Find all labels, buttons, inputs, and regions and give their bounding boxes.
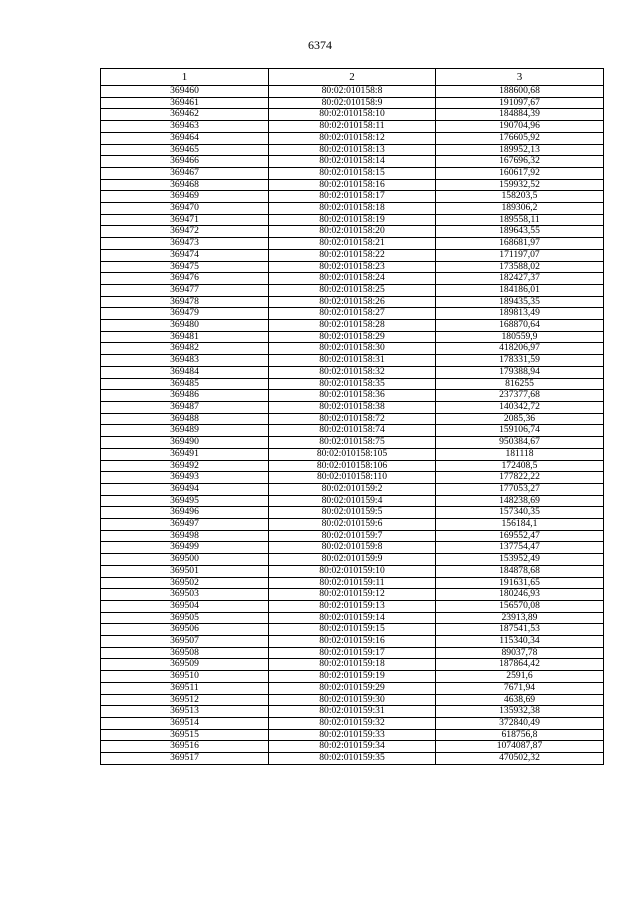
value-cell: 237377,68 bbox=[436, 390, 604, 402]
row-number-cell: 369493 bbox=[101, 472, 269, 484]
row-number-cell: 369506 bbox=[101, 624, 269, 636]
table-row bbox=[101, 355, 604, 367]
value-cell: 372840,49 bbox=[436, 717, 604, 729]
value-cell: 7671,94 bbox=[436, 682, 604, 694]
row-number-cell: 369471 bbox=[101, 214, 269, 226]
row-number-cell: 369497 bbox=[101, 519, 269, 531]
cadastral-number-cell: 80:02:010159:19 bbox=[269, 671, 436, 683]
cadastral-number-cell: 80:02:010158:105 bbox=[269, 448, 436, 460]
header-row bbox=[101, 69, 604, 86]
cadastral-number-cell: 80:02:010158:21 bbox=[269, 238, 436, 250]
cadastral-number-cell: 80:02:010159:17 bbox=[269, 647, 436, 659]
value-cell: 23913,89 bbox=[436, 612, 604, 624]
value-cell: 180246,93 bbox=[436, 589, 604, 601]
cadastral-number-cell: 80:02:010158:74 bbox=[269, 425, 436, 437]
row-number-cell: 369509 bbox=[101, 659, 269, 671]
cadastral-number-cell: 80:02:010158:13 bbox=[269, 144, 436, 156]
row-number-cell: 369472 bbox=[101, 226, 269, 238]
row-number-cell: 369477 bbox=[101, 284, 269, 296]
row-number-cell: 369460 bbox=[101, 86, 269, 98]
table-row bbox=[101, 542, 604, 554]
value-cell: 148238,69 bbox=[436, 495, 604, 507]
row-number-cell: 369491 bbox=[101, 448, 269, 460]
value-cell: 191097,67 bbox=[436, 97, 604, 109]
cadastral-number-cell: 80:02:010159:5 bbox=[269, 507, 436, 519]
table-row bbox=[101, 144, 604, 156]
table-row bbox=[101, 191, 604, 203]
cadastral-number-cell: 80:02:010158:18 bbox=[269, 203, 436, 215]
table-row bbox=[101, 238, 604, 250]
table-row bbox=[101, 284, 604, 296]
cadastral-number-cell: 80:02:010158:8 bbox=[269, 86, 436, 98]
cadastral-number-cell: 80:02:010158:36 bbox=[269, 390, 436, 402]
row-number-cell: 369486 bbox=[101, 390, 269, 402]
value-cell: 187541,53 bbox=[436, 624, 604, 636]
table-row bbox=[101, 378, 604, 390]
table-row bbox=[101, 600, 604, 612]
table-row bbox=[101, 647, 604, 659]
value-cell: 158203,5 bbox=[436, 191, 604, 203]
value-cell: 189435,35 bbox=[436, 296, 604, 308]
cadastral-number-cell: 80:02:010158:27 bbox=[269, 308, 436, 320]
table-row bbox=[101, 226, 604, 238]
table-row bbox=[101, 577, 604, 589]
row-number-cell: 369502 bbox=[101, 577, 269, 589]
cadastral-number-cell: 80:02:010158:9 bbox=[269, 97, 436, 109]
table-row bbox=[101, 167, 604, 179]
value-cell: 160617,92 bbox=[436, 167, 604, 179]
table-row bbox=[101, 156, 604, 168]
value-cell: 189306,2 bbox=[436, 203, 604, 215]
cadastral-number-cell: 80:02:010159:30 bbox=[269, 694, 436, 706]
table-row bbox=[101, 624, 604, 636]
row-number-cell: 369467 bbox=[101, 167, 269, 179]
value-cell: 189643,55 bbox=[436, 226, 604, 238]
table-row bbox=[101, 308, 604, 320]
row-number-cell: 369501 bbox=[101, 565, 269, 577]
cadastral-number-cell: 80:02:010158:12 bbox=[269, 132, 436, 144]
row-number-cell: 369488 bbox=[101, 413, 269, 425]
value-cell: 176605,92 bbox=[436, 132, 604, 144]
table-row bbox=[101, 729, 604, 741]
cadastral-number-cell: 80:02:010158:10 bbox=[269, 109, 436, 121]
value-cell: 159106,74 bbox=[436, 425, 604, 437]
value-cell: 181118 bbox=[436, 448, 604, 460]
row-number-cell: 369465 bbox=[101, 144, 269, 156]
table-row bbox=[101, 554, 604, 566]
row-number-cell: 369478 bbox=[101, 296, 269, 308]
value-cell: 156184,1 bbox=[436, 519, 604, 531]
row-number-cell: 369476 bbox=[101, 273, 269, 285]
row-number-cell: 369480 bbox=[101, 320, 269, 332]
cadastral-number-cell: 80:02:010158:29 bbox=[269, 331, 436, 343]
value-cell: 179388,94 bbox=[436, 366, 604, 378]
table-header bbox=[101, 69, 604, 86]
table-row bbox=[101, 717, 604, 729]
row-number-cell: 369503 bbox=[101, 589, 269, 601]
cadastral-number-cell: 80:02:010159:33 bbox=[269, 729, 436, 741]
cadastral-number-cell: 80:02:010159:10 bbox=[269, 565, 436, 577]
row-number-cell: 369482 bbox=[101, 343, 269, 355]
row-number-cell: 369463 bbox=[101, 121, 269, 133]
cadastral-number-cell: 80:02:010159:6 bbox=[269, 519, 436, 531]
cadastral-number-cell: 80:02:010158:75 bbox=[269, 437, 436, 449]
row-number-cell: 369495 bbox=[101, 495, 269, 507]
row-number-cell: 369505 bbox=[101, 612, 269, 624]
value-cell: 189813,49 bbox=[436, 308, 604, 320]
value-cell: 189558,11 bbox=[436, 214, 604, 226]
row-number-cell: 369504 bbox=[101, 600, 269, 612]
row-number-cell: 369461 bbox=[101, 97, 269, 109]
cadastral-number-cell: 80:02:010158:24 bbox=[269, 273, 436, 285]
table-row bbox=[101, 519, 604, 531]
cadastral-number-cell: 80:02:010158:22 bbox=[269, 249, 436, 261]
cadastral-number-cell: 80:02:010159:14 bbox=[269, 612, 436, 624]
table-row bbox=[101, 694, 604, 706]
value-cell: 135932,38 bbox=[436, 706, 604, 718]
value-cell: 189952,13 bbox=[436, 144, 604, 156]
cadastral-number-cell: 80:02:010159:16 bbox=[269, 636, 436, 648]
row-number-cell: 369492 bbox=[101, 460, 269, 472]
cadastral-number-cell: 80:02:010158:17 bbox=[269, 191, 436, 203]
table-row bbox=[101, 507, 604, 519]
cadastral-number-cell: 80:02:010159:15 bbox=[269, 624, 436, 636]
value-cell: 137754,47 bbox=[436, 542, 604, 554]
row-number-cell: 369479 bbox=[101, 308, 269, 320]
table-row bbox=[101, 86, 604, 98]
table-row bbox=[101, 437, 604, 449]
cadastral-number-cell: 80:02:010158:26 bbox=[269, 296, 436, 308]
value-cell: 178331,59 bbox=[436, 355, 604, 367]
value-cell: 171197,07 bbox=[436, 249, 604, 261]
table-row bbox=[101, 109, 604, 121]
row-number-cell: 369511 bbox=[101, 682, 269, 694]
cadastral-number-cell: 80:02:010159:11 bbox=[269, 577, 436, 589]
table-row bbox=[101, 121, 604, 133]
value-cell: 157340,35 bbox=[436, 507, 604, 519]
row-number-cell: 369494 bbox=[101, 483, 269, 495]
value-cell: 184186,01 bbox=[436, 284, 604, 296]
row-number-cell: 369496 bbox=[101, 507, 269, 519]
table-row bbox=[101, 753, 604, 765]
table-row bbox=[101, 659, 604, 671]
value-cell: 159932,52 bbox=[436, 179, 604, 191]
row-number-cell: 369484 bbox=[101, 366, 269, 378]
table-row bbox=[101, 179, 604, 191]
row-number-cell: 369474 bbox=[101, 249, 269, 261]
row-number-cell: 369489 bbox=[101, 425, 269, 437]
table-row bbox=[101, 413, 604, 425]
table-row bbox=[101, 671, 604, 683]
value-cell: 168681,97 bbox=[436, 238, 604, 250]
row-number-cell: 369475 bbox=[101, 261, 269, 273]
cadastral-number-cell: 80:02:010158:30 bbox=[269, 343, 436, 355]
row-number-cell: 369487 bbox=[101, 401, 269, 413]
value-cell: 618756,8 bbox=[436, 729, 604, 741]
value-cell: 182427,37 bbox=[436, 273, 604, 285]
table-row bbox=[101, 530, 604, 542]
value-cell: 156570,08 bbox=[436, 600, 604, 612]
row-number-cell: 369462 bbox=[101, 109, 269, 121]
row-number-cell: 369483 bbox=[101, 355, 269, 367]
cadastral-number-cell: 80:02:010158:31 bbox=[269, 355, 436, 367]
cadastral-number-cell: 80:02:010158:110 bbox=[269, 472, 436, 484]
table-row bbox=[101, 483, 604, 495]
table-body bbox=[101, 86, 604, 765]
cadastral-number-cell: 80:02:010158:25 bbox=[269, 284, 436, 296]
row-number-cell: 369464 bbox=[101, 132, 269, 144]
table-row bbox=[101, 132, 604, 144]
cadastral-number-cell: 80:02:010159:4 bbox=[269, 495, 436, 507]
cadastral-number-cell: 80:02:010159:18 bbox=[269, 659, 436, 671]
value-cell: 169552,47 bbox=[436, 530, 604, 542]
cadastral-number-cell: 80:02:010159:12 bbox=[269, 589, 436, 601]
table-row bbox=[101, 296, 604, 308]
cadastral-number-cell: 80:02:010159:32 bbox=[269, 717, 436, 729]
row-number-cell: 369512 bbox=[101, 694, 269, 706]
value-cell: 168870,64 bbox=[436, 320, 604, 332]
table-row bbox=[101, 706, 604, 718]
table-row bbox=[101, 682, 604, 694]
value-cell: 190704,96 bbox=[436, 121, 604, 133]
row-number-cell: 369498 bbox=[101, 530, 269, 542]
column-header-2: 2 bbox=[269, 69, 436, 86]
table-row bbox=[101, 343, 604, 355]
table-row bbox=[101, 741, 604, 753]
cadastral-number-cell: 80:02:010158:106 bbox=[269, 460, 436, 472]
table-row bbox=[101, 448, 604, 460]
row-number-cell: 369473 bbox=[101, 238, 269, 250]
row-number-cell: 369513 bbox=[101, 706, 269, 718]
value-cell: 184884,39 bbox=[436, 109, 604, 121]
table-row bbox=[101, 425, 604, 437]
cadastral-number-cell: 80:02:010158:19 bbox=[269, 214, 436, 226]
cadastral-number-cell: 80:02:010158:72 bbox=[269, 413, 436, 425]
table-row bbox=[101, 460, 604, 472]
value-cell: 177822,22 bbox=[436, 472, 604, 484]
table-row bbox=[101, 331, 604, 343]
cadastral-number-cell: 80:02:010158:14 bbox=[269, 156, 436, 168]
cadastral-number-cell: 80:02:010159:8 bbox=[269, 542, 436, 554]
cadastral-number-cell: 80:02:010159:35 bbox=[269, 753, 436, 765]
table-row bbox=[101, 203, 604, 215]
row-number-cell: 369485 bbox=[101, 378, 269, 390]
row-number-cell: 369516 bbox=[101, 741, 269, 753]
cadastral-number-cell: 80:02:010158:32 bbox=[269, 366, 436, 378]
table-row bbox=[101, 97, 604, 109]
table-row bbox=[101, 273, 604, 285]
value-cell: 188600,68 bbox=[436, 86, 604, 98]
cadastral-number-cell: 80:02:010158:20 bbox=[269, 226, 436, 238]
table-row bbox=[101, 366, 604, 378]
value-cell: 167696,32 bbox=[436, 156, 604, 168]
table-row bbox=[101, 401, 604, 413]
cadastral-number-cell: 80:02:010159:7 bbox=[269, 530, 436, 542]
value-cell: 184878,68 bbox=[436, 565, 604, 577]
row-number-cell: 369481 bbox=[101, 331, 269, 343]
table-row bbox=[101, 214, 604, 226]
table-row bbox=[101, 390, 604, 402]
row-number-cell: 369514 bbox=[101, 717, 269, 729]
data-table bbox=[100, 68, 604, 765]
cadastral-number-cell: 80:02:010158:11 bbox=[269, 121, 436, 133]
value-cell: 177053,27 bbox=[436, 483, 604, 495]
table-row bbox=[101, 261, 604, 273]
row-number-cell: 369517 bbox=[101, 753, 269, 765]
value-cell: 191631,65 bbox=[436, 577, 604, 589]
row-number-cell: 369507 bbox=[101, 636, 269, 648]
table-row bbox=[101, 636, 604, 648]
cadastral-number-cell: 80:02:010159:13 bbox=[269, 600, 436, 612]
table-row bbox=[101, 565, 604, 577]
value-cell: 418206,97 bbox=[436, 343, 604, 355]
page-number: 6374 bbox=[308, 38, 332, 52]
value-cell: 153952,49 bbox=[436, 554, 604, 566]
cadastral-number-cell: 80:02:010158:16 bbox=[269, 179, 436, 191]
cadastral-number-cell: 80:02:010158:35 bbox=[269, 378, 436, 390]
cadastral-number-cell: 80:02:010158:15 bbox=[269, 167, 436, 179]
row-number-cell: 369515 bbox=[101, 729, 269, 741]
value-cell: 470502,32 bbox=[436, 753, 604, 765]
cadastral-number-cell: 80:02:010159:9 bbox=[269, 554, 436, 566]
cadastral-number-cell: 80:02:010159:2 bbox=[269, 483, 436, 495]
cadastral-number-cell: 80:02:010158:23 bbox=[269, 261, 436, 273]
table-row bbox=[101, 495, 604, 507]
value-cell: 1074087,87 bbox=[436, 741, 604, 753]
row-number-cell: 369490 bbox=[101, 437, 269, 449]
value-cell: 2085,36 bbox=[436, 413, 604, 425]
row-number-cell: 369468 bbox=[101, 179, 269, 191]
row-number-cell: 369499 bbox=[101, 542, 269, 554]
value-cell: 180559,9 bbox=[436, 331, 604, 343]
row-number-cell: 369470 bbox=[101, 203, 269, 215]
table-row bbox=[101, 472, 604, 484]
value-cell: 2591,6 bbox=[436, 671, 604, 683]
table-row bbox=[101, 612, 604, 624]
cadastral-number-cell: 80:02:010159:31 bbox=[269, 706, 436, 718]
column-header-3: 3 bbox=[436, 69, 604, 86]
table-row bbox=[101, 249, 604, 261]
column-header-1: 1 bbox=[101, 69, 269, 86]
row-number-cell: 369510 bbox=[101, 671, 269, 683]
row-number-cell: 369466 bbox=[101, 156, 269, 168]
value-cell: 173588,02 bbox=[436, 261, 604, 273]
value-cell: 89037,78 bbox=[436, 647, 604, 659]
value-cell: 4638,69 bbox=[436, 694, 604, 706]
value-cell: 950384,67 bbox=[436, 437, 604, 449]
cadastral-number-cell: 80:02:010158:38 bbox=[269, 401, 436, 413]
row-number-cell: 369500 bbox=[101, 554, 269, 566]
row-number-cell: 369469 bbox=[101, 191, 269, 203]
value-cell: 172408,5 bbox=[436, 460, 604, 472]
cadastral-number-cell: 80:02:010159:29 bbox=[269, 682, 436, 694]
row-number-cell: 369508 bbox=[101, 647, 269, 659]
table-row bbox=[101, 589, 604, 601]
value-cell: 140342,72 bbox=[436, 401, 604, 413]
table-row bbox=[101, 320, 604, 332]
value-cell: 816255 bbox=[436, 378, 604, 390]
value-cell: 115340,34 bbox=[436, 636, 604, 648]
cadastral-number-cell: 80:02:010159:34 bbox=[269, 741, 436, 753]
cadastral-number-cell: 80:02:010158:28 bbox=[269, 320, 436, 332]
value-cell: 187864,42 bbox=[436, 659, 604, 671]
